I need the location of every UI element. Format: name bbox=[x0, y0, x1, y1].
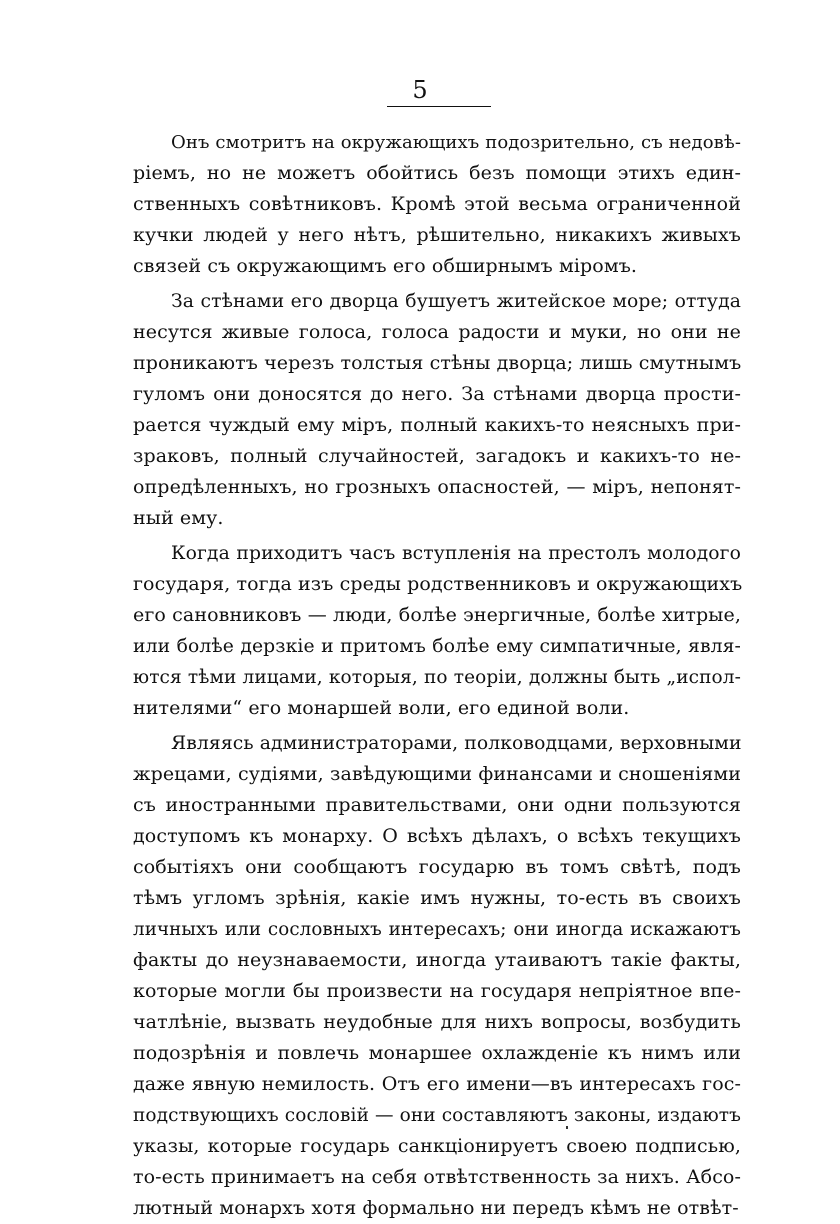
text-line: которые могли бы произвести на государя непріятное впе- bbox=[133, 980, 741, 1002]
body-text bbox=[133, 127, 741, 1224]
text-line: проникаютъ черезъ толстыя стѣны дворца; лишь смутнымъ bbox=[133, 352, 742, 374]
page-number: 5 bbox=[412, 76, 428, 104]
text-line: указы, которые государь санкціонируетъ своею подписью, bbox=[133, 1135, 741, 1157]
text-line: личныхъ или сословныхъ интересахъ; они иногда искажаютъ bbox=[133, 919, 741, 940]
text-line: жрецами, судіями, завѣдующими финансами и сношеніями bbox=[133, 763, 741, 785]
paragraph bbox=[133, 538, 741, 724]
paragraph bbox=[133, 127, 741, 282]
text-line: чатлѣніе, вызвать неудобные для нихъ вопросы, возбудить bbox=[133, 1011, 741, 1033]
text-line: Когда приходитъ часъ вступленія на престолъ молодого bbox=[171, 543, 741, 564]
text-line: ственныхъ совѣтниковъ. Кромѣ этой весьма ограниченной bbox=[133, 193, 741, 215]
text-line: тѣмъ угломъ зрѣнія, какіе имъ нужны, то-есть въ своихъ bbox=[133, 887, 741, 909]
text-line: ріемъ, но не можетъ обойтись безъ помощи этихъ един- bbox=[133, 162, 741, 184]
text-line: государя, тогда изъ среды родственниковъ и окружающихъ bbox=[133, 573, 743, 595]
text-line: опредѣленныхъ, но грозныхъ опасностей, — міръ, непонят- bbox=[133, 476, 741, 498]
text-line: подозрѣнія и повлечь монаршее охлажденіе къ нимъ или bbox=[133, 1042, 741, 1064]
text-line: событіяхъ они сообщаютъ государю въ томъ свѣтѣ, подъ bbox=[133, 856, 741, 878]
text-line: несутся живые голоса, голоса радости и муки, но они не bbox=[133, 321, 741, 343]
page-number-rule bbox=[387, 106, 491, 107]
text-line: даже явную немилость. Отъ его имени—въ интересахъ гос- bbox=[133, 1073, 741, 1095]
text-line: его сановниковъ — люди, болѣе энергичные, болѣе хитрые, bbox=[133, 604, 741, 626]
text-line: нителями“ его монаршей воли, его единой воли. bbox=[133, 697, 630, 719]
text-line: гуломъ они доносятся до него. За стѣнами дворца прости- bbox=[133, 383, 741, 405]
text-line: доступомъ къ монарху. О всѣхъ дѣлахъ, о всѣхъ текущихъ bbox=[133, 825, 741, 847]
text-line: рается чуждый ему міръ, полный какихъ-то неясныхъ при- bbox=[133, 414, 741, 436]
text-line: зраковъ, полный случайностей, загадокъ и какихъ-то не- bbox=[133, 445, 741, 467]
text-line: ный ему. bbox=[133, 507, 224, 529]
text-line: подствующихъ сословій — они составляютъ законы, издаютъ bbox=[133, 1105, 741, 1126]
text-line: Онъ смотритъ на окружающихъ подозрительно, съ недовѣ- bbox=[171, 132, 741, 153]
text-line: За стѣнами его дворца бушуетъ житейское море; оттуда bbox=[171, 291, 741, 312]
text-line: съ иностранными правительствами, они одни пользуются bbox=[133, 794, 741, 816]
text-line: факты до неузнаваемости, иногда утаиваютъ такіе факты, bbox=[133, 949, 741, 971]
text-line: или болѣе дерзкіе и притомъ болѣе ему симпатичные, явля- bbox=[133, 636, 741, 657]
text-line: ются тѣми лицами, которыя, по теоріи, должны быть „испол- bbox=[133, 667, 741, 688]
paragraph bbox=[133, 728, 741, 1224]
text-line: то-есть принимаетъ на себя отвѣтственность за нихъ. Абсо- bbox=[133, 1166, 741, 1188]
text-line: лютный монархъ хотя формально ни передъ кѣмъ не отвѣт- bbox=[133, 1197, 739, 1219]
paragraph bbox=[133, 286, 741, 534]
text-line: связей съ окружающимъ его обширнымъ міромъ. bbox=[133, 255, 638, 277]
text-line: Являясь администраторами, полководцами, верховными bbox=[171, 733, 742, 754]
text-line: кучки людей у него нѣтъ, рѣшительно, никакихъ живыхъ bbox=[133, 224, 741, 246]
print-speck bbox=[566, 1126, 568, 1129]
